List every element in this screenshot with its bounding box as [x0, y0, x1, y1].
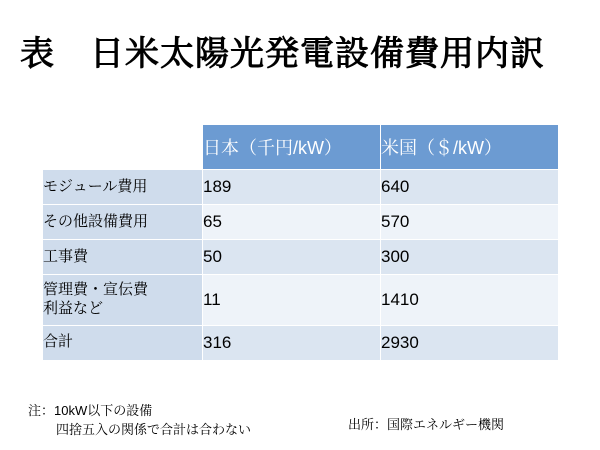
table-row — [43, 170, 559, 205]
cost-table — [42, 124, 559, 361]
cell-japan-total: 316 — [203, 325, 381, 360]
table-row — [43, 325, 559, 360]
page-title: 表 日米太陽光発電設備費用内訳 — [20, 35, 545, 73]
column-header-japan: 日本（千円/kW） — [203, 125, 381, 170]
footnote-line-2: 四捨五入の関係で合計は合わない — [56, 421, 252, 437]
row-label-other-equipment-cost: その他設備費用 — [43, 205, 203, 240]
table-row — [43, 240, 559, 275]
cell-usa-module-cost: 640 — [381, 170, 559, 205]
cell-usa-admin-advertising-profit: 1410 — [381, 275, 559, 326]
source-note: 出所：国際エネルギー機関 — [348, 417, 505, 432]
cell-usa-construction-cost: 300 — [381, 240, 559, 275]
table-corner-cell — [43, 125, 203, 170]
footnote-line-1: 注：10kW以下の設備 — [28, 403, 153, 418]
cell-japan-other-equipment-cost: 65 — [203, 205, 381, 240]
footnote — [28, 402, 251, 440]
cell-usa-other-equipment-cost: 570 — [381, 205, 559, 240]
row-label-module-cost: モジュール費用 — [43, 170, 203, 205]
table-header-row — [43, 125, 559, 170]
cell-japan-construction-cost: 50 — [203, 240, 381, 275]
row-label-admin-advertising-profit: 管理費・宣伝費 利益など — [43, 275, 203, 326]
cost-table-container — [42, 124, 558, 361]
row-label-construction-cost: 工事費 — [43, 240, 203, 275]
cell-japan-admin-advertising-profit: 11 — [203, 275, 381, 326]
cell-usa-total: 2930 — [381, 325, 559, 360]
row-label-total: 合計 — [43, 325, 203, 360]
cell-japan-module-cost: 189 — [203, 170, 381, 205]
table-row — [43, 205, 559, 240]
table-row — [43, 275, 559, 326]
column-header-usa: 米国（＄/kW） — [381, 125, 559, 170]
